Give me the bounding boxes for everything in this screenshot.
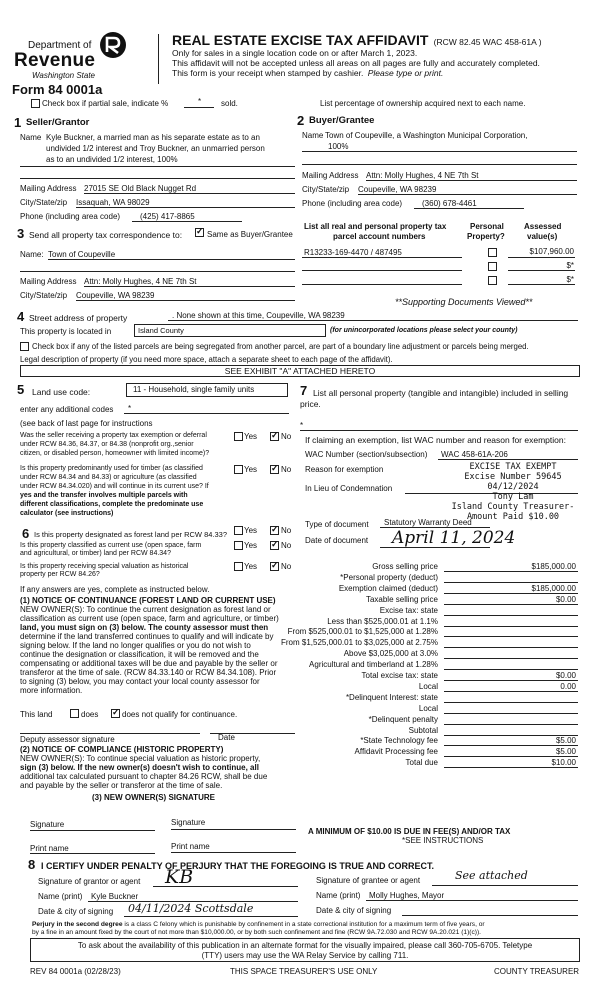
street-rule [168,320,578,321]
tax-row-label: Taxable selling price [365,595,438,604]
notice2-line: additional tax calculated pursuant to chapter 84.26 RCW, shall be due [20,772,268,781]
street-value[interactable]: . None shown at this time, Coupeville, WA 98239 [172,311,345,320]
land-use-value: 11 - Household, single family units [133,385,255,394]
tax-row-label: *State Technology fee [360,736,438,745]
ask-line1: To ask about the availability of this publication in an alternate format for the visually impaired, please call 360-705-6705. Teletype [77,941,533,950]
grantor-name[interactable]: Kyle Buckner [91,892,139,901]
header-line1: Only for sales in a single location code on or after March 1, 2023. [172,48,418,58]
parcel-row1-number[interactable]: R13233-169-4470 / 487495 [304,248,402,257]
same-as-buyer-label: Same as Buyer/Grantee [207,230,293,239]
segregated-label: Check box if any of the listed parcels are being segregated from another parcel, are part of a boundary line adjustment or parcels being merged. [32,342,529,351]
tax-row-rule [444,669,578,670]
corr-mailing-label: Mailing Address [20,277,77,286]
tax-row-label: *Delinquent Interest: state [345,693,438,702]
s6-q2-no-label: No [281,541,292,550]
new-owner-print-label-1: Print name [30,844,69,853]
q2-line1: Is this property predominantly used for timber (as classified [20,465,203,472]
seller-name-rule2 [20,178,295,179]
partial-underline [184,107,214,108]
partial-sale-label: Check box if partial sale, indicate % [42,99,169,108]
notice1-line: land, you must sign on (3) below. The county assessor must then [20,623,269,632]
buyer-city-label: City/State/zip [302,185,350,194]
tax-row-rule [444,571,578,572]
q2-bold2: different classifications, complete the predominate use [20,501,204,508]
tax-row-rule [444,724,578,725]
corr-city-rule [76,300,295,301]
supporting-docs-note: **Supporting Documents Viewed** [395,297,533,307]
tax-row-value[interactable]: $185,000.00 [531,584,576,593]
parcels-header-b: parcel account numbers [333,232,426,241]
tax-row-label: Excise tax: state [379,606,438,615]
seller-city[interactable]: Issaquah, WA 98029 [76,198,150,207]
notice2-line: sign (3) below. If the new owner(s) doesn't wish to continue, all [20,763,259,772]
tax-row-label: From $525,000.01 to $1,525,000 at 1.28% [287,627,438,636]
additional-codes-value[interactable]: * [128,404,132,413]
seller-heading: Seller/Grantor [26,117,90,128]
grantor-date[interactable]: 04/11/2024 Scottsdale [128,902,254,915]
notice1-title: (1) NOTICE OF CONTINUANCE (FOREST LAND OR CURRENT USE) [20,596,276,605]
perjury-line2: by a fine in an amount fixed by the court of not more than $10,000.00, or by both such confinement and fine (RCW 9A.72.030 and RCW 9A.20.021 (1)(c)). [32,929,481,936]
personal-header-a: Personal [470,222,504,231]
buyer-name-line1[interactable]: Town of Coupeville, a Washington Municipal Corporation, [325,131,528,140]
seller-mailing-rule [84,193,295,194]
parcels-header-a: List all real and personal property tax [304,222,447,231]
tax-row-label: Affidavit Processing fee [354,747,438,756]
street-label: Street address of property [29,313,128,323]
doc-date-rule [380,547,490,548]
dept-line2: Revenue [14,50,96,71]
this-land-label: This land [20,710,53,719]
wac-value[interactable]: WAC 458-61A-206 [441,450,508,459]
s6-q2-line1: Is this property classified as current use (open space, farm [20,542,202,549]
legal-label: Legal description of property (if you need more space, attach a separate sheet to each page of the affidavit). [20,355,393,364]
tax-row-label: Agricultural and timberland at 1.28% [309,660,438,669]
s6-q2-no-checkbox[interactable] [270,541,279,550]
corr-name-rule [48,259,295,260]
grantee-sig-label: Signature of grantee or agent [316,876,421,885]
seller-phone-rule [132,221,242,222]
assessor-date-label: Date [218,733,235,742]
section-8-number: 8 [28,857,36,872]
s6-q2-line2: and agricultural, or timber) land per RCW 84.34? [20,550,171,557]
notice1-line: signing below. If the land no longer qualifies or you do not wish to [20,641,251,650]
section-5-number: 5 [17,382,25,397]
s6-q2-yes-label: Yes [244,541,258,550]
new-owner-sig-rule-1 [30,830,155,831]
section-3-number: 3 [17,226,25,241]
grantee-date-rule [402,915,578,916]
buyer-phone[interactable]: (360) 678-4461 [422,199,477,208]
new-owner-print-rule-1 [30,853,155,854]
tax-row-value[interactable]: $5.00 [555,736,576,745]
parcel-row3-value[interactable]: $* [566,275,574,284]
new-owner-sig-label-1: Signature [30,820,65,829]
new-owner-sig-rule-2 [171,829,296,830]
partial-sale-value[interactable]: * [198,97,202,106]
county-note: (for unincorporated locations please select your county) [330,327,518,334]
land-use-label: Land use code: [32,387,91,397]
seller-phone[interactable]: (425) 417-8865 [140,212,195,221]
land-use-select[interactable] [126,383,288,397]
tax-row-value[interactable]: $5.00 [555,747,576,756]
seller-mailing[interactable]: 27015 SE Old Black Nugget Rd [84,184,197,193]
q2-bold3: calculator (see instructions) [20,510,114,517]
corr-name-label: Name: [20,250,44,259]
segregated-checkbox[interactable] [20,342,29,351]
wac-label: WAC Number (section/subsection) [305,450,428,459]
form-title-row [172,32,542,48]
tax-row-label: Local [418,682,438,691]
buyer-phone-rule [414,208,524,209]
s6-q3-yes-checkbox[interactable] [234,562,243,571]
buyer-mailing-label: Mailing Address [302,171,359,180]
personal-property-label: List all personal property (tangible and intangible) included in selling [313,388,569,398]
personal-header-b: Property? [467,232,505,241]
doc-type-value[interactable]: Statutory Warranty Deed [384,518,472,527]
additional-codes-label: enter any additional codes [20,405,114,414]
seller-name-rule [20,166,295,167]
grantee-name-rule [366,900,578,901]
tax-row-rule [444,593,578,594]
corr-mailing-rule [84,286,295,287]
does-not-checkbox[interactable] [111,709,120,718]
additional-codes-rule [124,413,289,414]
personal-property-value[interactable]: * [300,421,304,430]
tax-row-rule [444,691,578,692]
tax-row-rule [444,680,578,681]
parcel-row1-value[interactable]: $107,960.00 [529,247,574,256]
tax-row-value[interactable]: $0.00 [555,671,576,680]
stamp-line: 04/12/2024 [487,482,539,492]
county-select[interactable] [134,324,326,337]
buyer-mailing[interactable]: Attn: Molly Hughes, 4 NE 7th St [366,171,479,180]
parcel-row1-personal-checkbox[interactable] [488,248,497,257]
header-line2: This affidavit will not be accepted unless all areas on all pages are fully and accurately completed. [172,58,540,68]
tax-row-rule [444,636,578,637]
if-yes-note: If any answers are yes, complete as instructed below. [20,585,210,594]
parcel-row2-personal-checkbox[interactable] [488,262,497,271]
county-treasurer: COUNTY TREASURER [494,967,580,976]
form-number: Form 84 0001a [12,82,103,97]
seller-phone-label: Phone (including area code) [20,212,121,221]
buyer-name-rule [302,151,577,152]
q2-yes-checkbox[interactable] [234,465,243,474]
located-label: This property is located in [20,327,112,336]
q2-line2: under RCW 84.34 and 84.33) or agriculture (as classified [20,474,197,481]
notice1-line: continue the designation or classification, it will be removed and the [20,650,259,659]
s6-q1-yes-checkbox[interactable] [234,526,243,535]
tax-row-label: Local [418,704,438,713]
header-line3-row [172,68,443,78]
parcel-row3-val-rule [508,284,575,285]
ask-line2: (TTY) users may use the WA Relay Service by calling 711. [201,951,409,960]
perjury-bold: Perjury in the second degree [32,921,123,928]
tax-row-rule [444,582,578,583]
section-2-number: 2 [297,113,305,128]
perjury-line1 [32,921,485,928]
stamp-line: Amount Paid $10.00 [466,512,560,522]
assessed-header-b: value(s) [527,232,558,241]
grantee-date-label: Date & city of signing [316,906,392,915]
s6-q1-no-label: No [281,526,292,535]
does-not-label: does not qualify for continuance. [122,710,238,719]
buyer-phone-label: Phone (including area code) [302,199,403,208]
corr-city[interactable]: Coupeville, WA 98239 [76,291,155,300]
tax-row-value[interactable]: $185,000.00 [531,562,576,571]
seller-name-line3[interactable]: as to an undivided 1/2 interest, 100% [46,155,178,164]
notice2-title: (2) NOTICE OF COMPLIANCE (HISTORIC PROPERTY) [20,745,224,754]
notice3-title: (3) NEW OWNER(S) SIGNATURE [92,793,215,802]
certify-statement: I CERTIFY UNDER PENALTY OF PERJURY THAT THE FOREGOING IS TRUE AND CORRECT. [41,861,435,871]
corr-mailing[interactable]: Attn: Molly Hughes, 4 NE 7th St [84,277,197,286]
parcel-row1-val-rule [508,257,575,258]
buyer-city[interactable]: Coupeville, WA 98239 [358,185,437,194]
doc-date-label: Date of document [305,536,369,545]
s6-q1-no-checkbox[interactable] [270,526,279,535]
header-line3: This form is your receipt when stamped by cashier. [172,68,364,78]
tax-row-label: Gross selling price [372,562,438,571]
doc-type-label: Type of document [305,520,369,529]
wac-rule [438,459,578,460]
buyer-city-rule [358,194,577,195]
form-citation: (RCW 82.45 WAC 458-61A ) [433,37,542,47]
legal-description-field[interactable] [20,365,580,377]
tax-row-label: Total excise tax: state [361,671,438,680]
seller-mailing-label: Mailing Address [20,184,77,193]
seller-name-line1[interactable]: Kyle Buckner, a married man as his separate estate as to an [46,133,260,142]
tax-row-rule [444,756,578,757]
section-7-number: 7 [300,383,308,398]
parcel-row2-value[interactable]: $* [566,261,574,270]
tax-row-rule [444,745,578,746]
tax-row-label: Above $3,025,000 at 3.0% [343,649,438,658]
tax-row-label: From $1,525,000.01 to $3,025,000 at 2.75% [280,638,438,647]
minimum-note: A MINIMUM OF $10.00 IS DUE IN FEE(S) AND/OR TAX [308,827,511,836]
grantee-signature[interactable]: See attached [455,869,528,882]
tax-row-label: Total due [405,758,438,767]
tax-row-label: Exemption claimed (deduct) [338,584,438,593]
personal-property-label2: price. [300,399,321,409]
dept-line1: Department of [28,40,92,51]
grantor-date-label: Date & city of signing [38,907,114,916]
header-line3-italic: Please type or print. [367,68,444,78]
assessor-sig-rule [20,733,200,734]
section-1-number: 1 [14,115,22,130]
buyer-name-line2[interactable]: 100% [328,142,349,151]
perjury-text: is a class C felony which is punishable by confinement in a state correctional institution for a maximum term of five years, or [122,921,485,928]
notice2-line: NEW OWNER(S): To continue special valuation as historic property, [20,754,261,763]
seller-name-label: Name [20,133,42,142]
see-instructions: *SEE INSTRUCTIONS [402,836,484,845]
grantor-name-label: Name (print) [38,892,83,901]
corr-city-label: City/State/zip [20,291,68,300]
q1-line1: Was the seller receiving a property tax exemption or deferral [20,432,207,439]
notice1-line: transferor at the time of sale. (RCW 84.33.140 or RCW 84.34.108). Prior [20,668,277,677]
grantor-sig-label: Signature of grantor or agent [38,877,141,886]
new-owner-sig-label-2: Signature [171,818,206,827]
stamp-line: Tony Lam [492,492,534,502]
rev-number: REV 84 0001a (02/28/23) [30,967,121,976]
s6-q1: Is this property designated as forest land per RCW 84.33? [34,530,228,539]
s6-q3-no-label: No [281,562,292,571]
q2-yes-label: Yes [244,465,258,474]
reason-label: Reason for exemption [305,465,384,474]
alternate-format-box [30,938,580,962]
legal-value: SEE EXHIBIT "A" ATTACHED HERETO [224,366,376,376]
tax-row-rule [444,626,578,627]
corr-blank-rule [20,271,295,272]
q1-yes-label: Yes [244,432,258,441]
q1-line2: under RCW 84.36, 84.37, or 84.38 (nonprofit org.,senior [20,441,194,448]
seller-name-line2[interactable]: undivided 1/2 interest and Troy Buckner, an unmarried person [46,144,265,153]
assessed-header-a: Assessed [524,222,562,231]
tax-row-rule [444,767,578,768]
personal-property-rule [300,430,578,431]
correspondence-label: Send all property tax correspondence to: [29,230,183,240]
notice1-line: more information. [20,686,83,695]
buyer-heading: Buyer/Grantee [309,115,375,126]
form-title: REAL ESTATE EXCISE TAX AFFIDAVIT [172,32,429,48]
parcel-row2-rule [302,270,462,271]
parcel-row1-rule [302,257,462,258]
buyer-mailing-rule [366,180,577,181]
reason-value[interactable]: In Lieu of Condemnation [305,484,393,493]
tax-row-rule [444,604,578,605]
tax-row-label: Subtotal [408,726,438,735]
q1-yes-checkbox[interactable] [234,432,243,441]
q2-bold1: yes and the transfer involves multiple parcels with [20,492,188,499]
tax-row-value[interactable]: $10.00 [551,758,576,767]
s6-q3-no-checkbox[interactable] [270,562,279,571]
s6-q3-line1: Is this property receiving special valuation as historical [20,563,189,570]
revenue-logo-icon [98,30,128,60]
does-checkbox[interactable] [70,709,79,718]
q1-no-checkbox[interactable] [270,432,279,441]
exemption-question: If claiming an exemption, list WAC number and reason for exemption: [305,435,566,445]
grantor-sig-rule [153,886,298,887]
notice1-line: compensating or additional taxes will be due and payable by the seller or [20,659,278,668]
grantee-name-label: Name (print) [316,891,361,900]
buyer-name-label: Name [302,131,324,140]
q2-no-label: No [281,465,292,474]
ownership-note: List percentage of ownership acquired next to each name. [320,99,526,108]
tax-row-rule [444,713,578,714]
assessor-sig-label: Deputy assessor signature [20,735,115,744]
notice1-line: determine if the land transferred continues to qualify and will indicate by [20,632,274,641]
does-label: does [81,710,99,719]
notice1-line: to signing (3) below, you may contact your local county assessor for [20,677,260,686]
s6-q2-yes-checkbox[interactable] [234,541,243,550]
q2-no-checkbox[interactable] [270,465,279,474]
notice2-line: and payable by the seller or transferor at the time of sale. [20,781,223,790]
q2-line3: under RCW 84.34.020) and will continue in its current use? If [20,483,209,490]
doc-date-value[interactable]: April 11, 2024 [392,528,516,548]
tax-row-value[interactable]: 0.00 [560,682,576,691]
grantor-date-rule [124,916,298,917]
county-value: Island County [138,326,184,335]
partial-sold-label: sold. [221,99,238,108]
tax-row-rule [444,647,578,648]
seller-city-label: City/State/zip [20,198,68,207]
tax-row-label: Less than $525,000.01 at 1.1% [327,617,438,626]
parcel-row2-val-rule [508,270,575,271]
notice1-line: NEW OWNER(S): To continue the current designation as forest land or [20,605,271,614]
s6-q1-yes-label: Yes [244,526,258,535]
grantee-sig-rule [432,885,578,886]
notice1-line: classification as current use (open space, farm and agriculture, or timber) [20,614,279,623]
partial-sale-checkbox[interactable] [31,99,40,108]
s6-q3-yes-label: Yes [244,562,258,571]
new-owner-print-rule-2 [171,852,296,853]
parcel-row3-rule [302,284,462,285]
stamp-line: EXCISE TAX EXEMPT [469,462,557,472]
tax-row-rule [444,615,578,616]
s6-q3-line2: property per RCW 84.26? [20,571,100,578]
corr-name[interactable]: Town of Coupeville [48,250,116,259]
new-owner-print-label-2: Print name [171,842,210,851]
tax-row-value[interactable]: $0.00 [555,595,576,604]
buyer-name-rule2 [302,164,577,165]
dept-line3: Washington State [32,71,96,80]
tax-row-rule [444,658,578,659]
q1-line3: citizen, or disabled person, homeowner with limited income)? [20,450,210,457]
tax-row-rule [444,702,578,703]
tax-row-label: *Personal property (deduct) [340,573,438,582]
section-6-number: 6 [22,526,30,541]
treasurer-space: THIS SPACE TREASURER'S USE ONLY [230,967,378,976]
stamp-line: Excise Number 59645 [464,472,562,482]
same-as-buyer-checkbox[interactable] [195,228,204,237]
stamp-line: Island County Treasurer- [451,502,575,512]
section-4-number: 4 [17,309,25,324]
q1-no-label: No [281,432,292,441]
grantor-signature[interactable]: KB [165,866,194,888]
see-back-note: (see back of last page for instructions [20,419,153,428]
grantee-name[interactable]: Molly Hughes, Mayor [369,891,445,900]
parcel-row3-personal-checkbox[interactable] [488,276,497,285]
seller-city-rule [76,207,295,208]
tax-row-label: *Delinquent penalty [368,715,438,724]
header-divider [158,34,159,84]
treasurer-stamp [443,462,583,522]
